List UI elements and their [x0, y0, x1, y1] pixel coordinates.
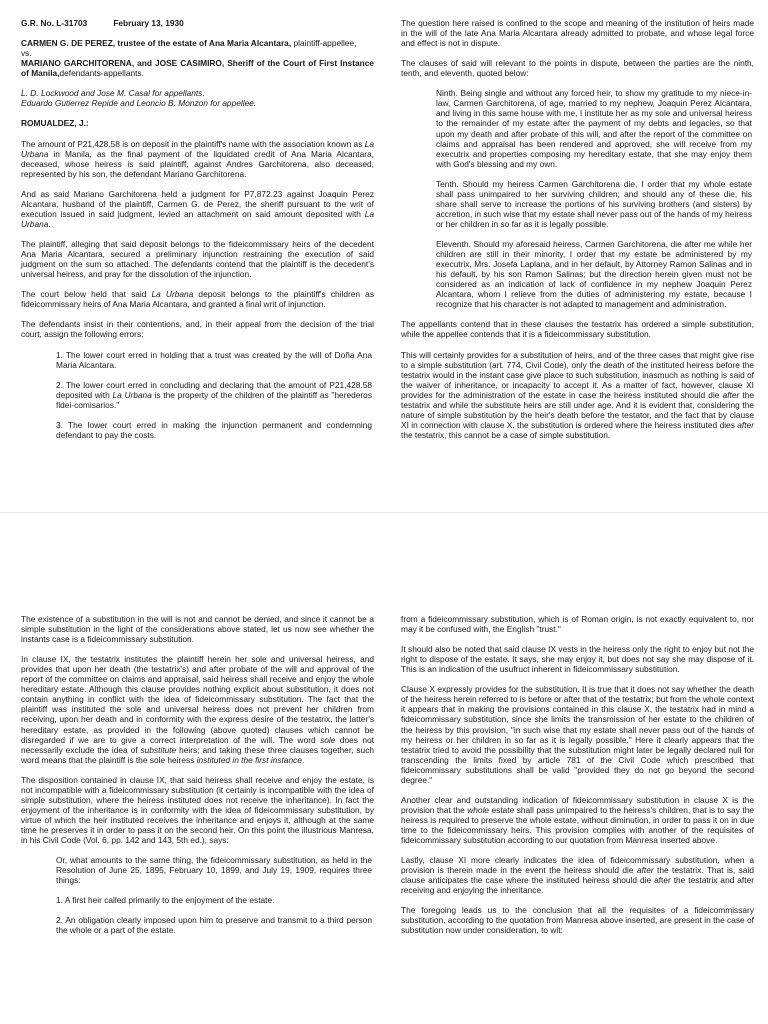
paragraph: The amount of P21,428.58 is on deposit in the plaintiff's name with the association known as La Urbana in Manila, as the final payment of the liquidated credit of Ana Maria Alcantara, deceased, whose heiress is said plaintiff, against Andres Garchitorena, also deceased, represented by his son, the defendant Mariano Garchitorena. [21, 138, 374, 179]
error-item: 1. The lower court erred in holding that a trust was created by the will of Doña Ana Maria Alcantara. [56, 349, 372, 370]
paragraph: The clauses of said will relevant to the points in dispute, between the parties are the ninth, tenth, and eleventh, quoted below: [401, 58, 754, 79]
paragraph: The existence of a substitution in the will is not and cannot be denied, and since it cannot be a simple substitution in the light of the considerations above stated, let us now see whether the instants case is a fideicommissary substitution. [21, 614, 374, 645]
paragraph: The defendants insist in their contentions, and, in their appeal from the decision of the trial court, assign the following errors: [21, 319, 374, 340]
paragraph: The court below held that said La Urbana deposit belongs to the plaintiff's children as fideicommissary heirs of Ana Maria Alcantara, and granted a final writ of injunction. [21, 289, 374, 310]
decision-date: February 13, 1930 [113, 18, 184, 28]
paragraph: The appellants contend that in these clauses the testatrix has ordered a simple substitution, while the appellee contends that it is a fideicommissary substitution. [401, 319, 754, 340]
left-column-bottom [21, 614, 374, 946]
paragraph: The plaintiff, alleging that said deposit belongs to the fideicommissary heirs of the decedent Ana Maria Alcantara, secured a preliminary injunction restraining the execution of said judgment on the sum so attached. The defendants contend that the plaintiff is the decedent's universal heiress, and pray for the dissolution of the injunction. [21, 239, 374, 280]
paragraph: Clause X expressly provides for the substitution. It is true that it does not say whether the death of the heiress herein referred to is before or after that of the testatrix; but from the whole context it appears that in making the provisions contained in this clause X, the testatrix had in mind a fideicommissary substitution, since she limits the transmission of her estate to the children of the heiress by this provision, "in such wise that my estate shall never pass out of the hands of my heiress or her children in so far as it is legally possible." Here it clearly appears that the testatrix tried to avoid the possibility that the substitution might later be legally declared null for transcending the limits fixed by article 781 of the Civil Code which prescribed that fideicommissary substitutions shall be valid "provided they do not go beyond the second degree." [401, 684, 754, 785]
requisite-item: 1. A first heir called primarily to the enjoyment of the estate. [56, 895, 275, 906]
paragraph: from a fideicommissary substitution, which is of Roman origin, is not exactly equivalent to, nor may it be confused with, the English "trust." [401, 614, 754, 635]
paragraph: It should also be noted that said clause IX vests in the heiress only the right to enjoy but not the right to dispose of the estate. It says, she may enjoy it, but does not say she may dispose of it. This is an indication of the usufruct inherent in fideicommissary substitution. [401, 644, 754, 675]
defendants [21, 58, 374, 78]
paragraph: The foregoing leads us to the conclusion that all the requisites of a fideicommissary substitution, according to the quotation from Manresa above inserted, are present in the case of substitution now under consideration, to wit: [401, 905, 754, 936]
paragraph: Another clear and outstanding indication of fideicommissary substitution in clause X is the provision that the whole estate shall pass unimpaired to the heiress's children, that is to say the heiress is required to preserve the whole estate, without diminution, in order to pass it on in due time to the fideicommissary heirs. This provision complies with another of the requisites of fideicommissary substitution according to our quotation from Manresa inserted above. [401, 794, 754, 846]
paragraph: In clause IX, the testatrix institutes the plaintiff herein her sole and universal heiress, and provides that upon her death (the testatrix's) and after probate of the will and approval of the report of the committee on claims and appraisal, said heiress shall receive and enjoy the whole hereditary estate. Although this clause provides nothing explicit about substitution, it does not contain anything in conflict with the idea of fideicommissary substitution. The fact that the plaintiff was instituted the sole and universal heiress does not prevent her children from receiving, upon her death and in conformity with the express desire of the testatrix, the latter's hereditary estate, as provided in the following (above quoted) clauses which cannot be disregarded if we are to give a correct interpretation of the will. The word sole does not necessarily exclude the idea of substitute heirs; and taking these three clauses together, such word means that the plaintiff is the sole heiress instituted in the first instance. [21, 654, 375, 765]
will-clause-eleventh: Eleventh. Should my aforesaid heiress, Carmen Garchitorena, die after me while her children are still in their minority, I order that my estate be administered by my executrix, Mrs. Josefa Laplana, and in her default, by Attorney Ramon Salinas and in his default, by his son Ramon Salinas; but the direction herein given must not be considered as an indication of lack of confidence in my nephew Joaquin Perez Alcantara, whom I relieve from the duties of administering my estate, because I recognize that his character is not adapted to management and administration. [436, 239, 752, 310]
defendant-name: MARIANO GARCHITORENA, and JOSE CASIMIRO, Sheriff of the Court of First Instance of Manila, [21, 58, 374, 79]
versus: vs. [21, 48, 32, 59]
counsel-appellee: Eduardo Gutierrez Repide and Leoncio B. Monzon for appellee. [21, 98, 257, 109]
will-clause-ninth: Ninth. Being single and without any forced heir, to show my gratitude to my niece-in-law, Carmen Garchitorena, of age, married to my nephew, Joaquin Perez Alcantara, and living in this same house with me, I institute her as my sole and universal heiress to the remainder of my estate after the payment of my debts and legacies, so that upon my death and after probate of this will, and after the report of the committee on claims and appraisal has been rendered and approved, she will receive from my executrix and properties composing my hereditary estate, that she may enjoy them with God's blessing and my own. [436, 88, 752, 169]
case-title [21, 38, 374, 48]
manresa-quote: Or, what amounts to the same thing, the fideicommissary substitution, as held in the Resolution of June 25, 1895, February 10, 1899, and July 19, 1909, requires three things: [56, 855, 372, 886]
ponente: ROMUALDEZ, J.: [21, 118, 89, 129]
paragraph: This will certainly provides for a substitution of heirs, and of the three cases that might give rise to a simple substitution (art. 774, Civil Code), only the death of the instituted heiress before the testatrix would in the instant case give place to such substitution, inasmuch as nothing is said of the waiver of inheritance, or incapacity to accept it. As a matter of fact, however, clause XI provides for the administration of the estate in case the heiress instituted should die after the testatrix and while the substitute heirs are still under age. And it is evident that, considering the nature of simple substitution by the heir's death before the testator, and the fact that by clause XI in connection with clause X, the substitution is ordered where the heiress instituted dies after the testatrix, this cannot be a case of simple substitution. [401, 349, 754, 440]
paragraph: And as said Mariano Garchitorena held a judgment for P7,872.23 against Joaquin Perez Alcantara, husband of the plaintiff, Carmen G. de Perez, the sheriff pursuant to the writ of execution issued in said judgment, levied an attachment on said amount deposited with La Urbana. [21, 188, 374, 229]
page-bottom [0, 512, 768, 1024]
requisite-item: 2. An obligation clearly imposed upon him to preserve and transmit to a third person the whole or a part of the estate. [56, 915, 372, 936]
left-column-top [21, 18, 374, 450]
error-item: 3. The lower court erred in making the injunction permanent and condemning defendant to pay the costs. [56, 419, 372, 440]
plaintiff-role: plaintiff-appellee, [291, 38, 357, 49]
counsel-appellants: L. D. Lockwood and Jose M. Casal for appellants. [21, 88, 205, 99]
defendant-role: defendants-appellants. [59, 68, 144, 79]
case-header [21, 18, 374, 28]
right-column-bottom [401, 614, 754, 946]
paragraph: The disposition contained in clause IX, that said heiress shall receive and enjoy the estate, is not incompatible with a fideicommissary substitution (it certainly is incompatible with the idea of simple substitution, where the heiress instituted does not receive the inheritance). In fact the enjoyment of the inheritance is in conformity with the idea of fideicommissary substitution, by virtue of which the heir instituted receives the inheritance and enjoys it, although at the same time he preserves it in order to pass it on the second heir. On this point the illustrious Manresa, in his Civil Code (Vol. 6, pp. 142 and 143, 5th ed.), says: [21, 774, 374, 846]
plaintiff-name: CARMEN G. DE PEREZ, trustee of the estate of Ana Maria Alcantara, [21, 38, 292, 49]
gr-number: G.R. No. L-31703 [21, 18, 88, 28]
will-clause-tenth: Tenth. Should my heiress Carmen Garchitorena die, I order that my whole estate shall pass unimpaired to her surviving children; and should any of these die, his share shall serve to increase the portions of his surviving brothers (and sisters) by accretion, in such wise that my estate shall never pass out of the hands of my heiress or her children in so far as it is legally possible. [436, 178, 752, 229]
right-column-top [401, 18, 754, 450]
paragraph: Lastly, clause XI more clearly indicates the idea of fideicommissary substitution, when a provision is therein made in the event the heiress should die after the testatrix. That is, said clause anticipates the case where the instituted heiress should die after the testatrix and after receiving and enjoying the inheritance. [401, 855, 754, 896]
error-item: 2. The lower court erred in concluding and declaring that the amount of P21,428.58 deposited with La Urbana is the property of the children of the plaintiff as "herederos fidei-comisarios." [56, 379, 372, 410]
paragraph: The question here raised is confined to the scope and meaning of the institution of heirs made in the will of the late Ana Maria Alcantara already admitted to probate, and whose legal force and effect is not in dispute. [401, 18, 754, 49]
